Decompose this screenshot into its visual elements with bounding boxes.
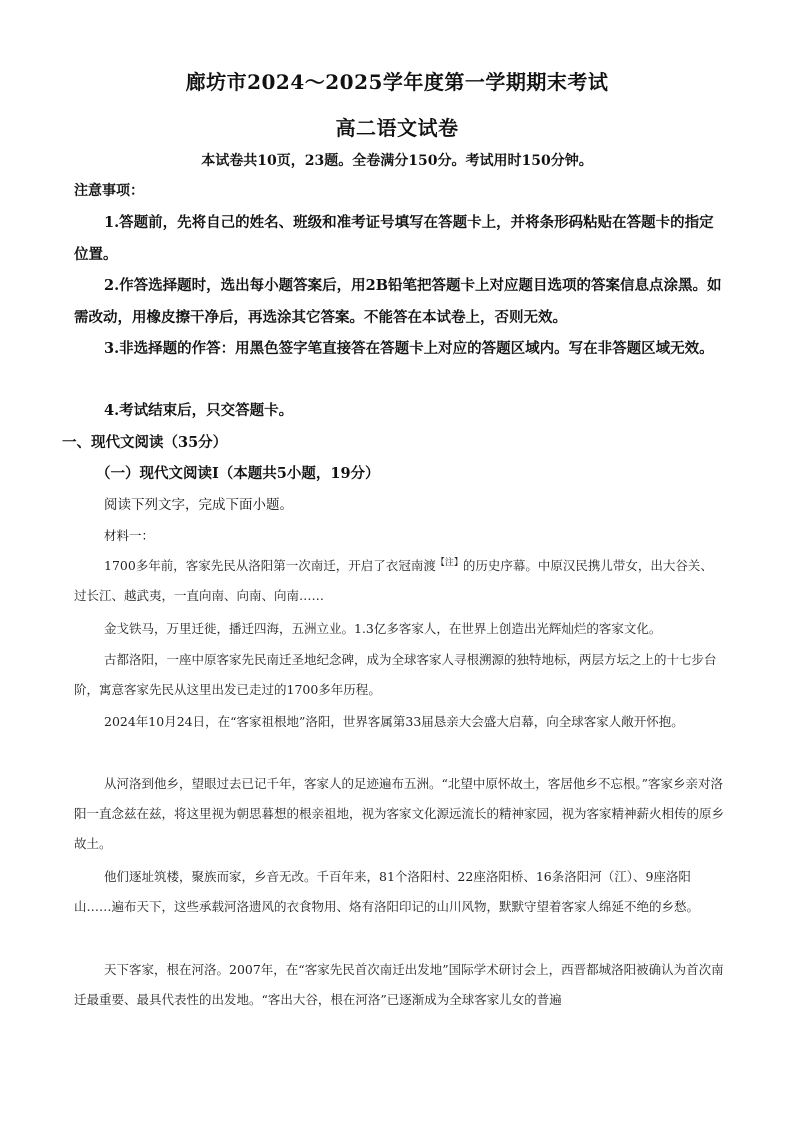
passage-paragraph: 他们逐址筑楼，聚族而家，乡音无改。千百年来，81个洛阳村、22座洛阳桥、16条洛阳河（江）、9座洛阳山……遍布天下，这些承载河洛遗风的衣食物用、烙有洛阳印记的山川风物，默默守望着客家人绵延不绝的乡愁。 bbox=[74, 869, 700, 914]
subsection-title: （一）现代文阅读Ⅰ（本题共5小题，19分） bbox=[96, 465, 380, 482]
passage-paragraph: 古都洛阳，一座中原客家先民南迁圣地纪念碑，成为全球客家人寻根溯源的独特地标，两层方坛之上的十七步台阶，寓意客家先民从这里出发已走过的1700多年历程。 bbox=[74, 652, 717, 697]
passage-paragraph bbox=[74, 551, 724, 611]
notice-item: 2.作答选择题时，选出每小题答案后，用2B铅笔把答题卡上对应题目选项的答案信息点涂黑。如需改动，用橡皮擦干净后，再选涂其它答案。不能答在本试卷上，否则无效。 bbox=[74, 277, 722, 326]
passage-paragraph: 2024年10月24日，在“客家祖根地”洛阳，世界客属第33届恳亲大会盛大启幕，向全球客家人敞开怀抱。 bbox=[104, 714, 684, 729]
material-label: 材料一： bbox=[104, 528, 155, 543]
notice-item: 4.考试结束后，只交答题卡。 bbox=[104, 402, 294, 419]
notice-heading: 注意事项： bbox=[74, 183, 144, 199]
exam-title: 廊坊市2024～2025学年度第一学期期末考试 bbox=[185, 70, 609, 94]
paper-title: 高二语文试卷 bbox=[335, 116, 459, 140]
reading-instruction: 阅读下列文字，完成下面小题。 bbox=[104, 497, 293, 513]
notice-item: 3.非选择题的作答：用黑色签字笔直接答在答题卡上对应的答题区域内。写在非答题区域无效。 bbox=[104, 340, 714, 357]
passage-paragraph: 金戈铁马，万里迁徙，播迁四海，五洲立业。1.3亿多客家人，在世界上创造出光辉灿烂的客家文化。 bbox=[104, 621, 662, 636]
exam-summary: 本试卷共10页，23题。全卷满分150分。考试用时150分钟。 bbox=[201, 153, 593, 169]
paragraph-text: 的历史序幕。中原汉民携儿带女，出大谷关、过长江、越武夷，一直向南、向南、向南…… bbox=[74, 558, 713, 603]
passage-paragraph: 从河洛到他乡，望眼过去已记千年，客家人的足迹遍布五洲。“北望中原怀故土，客居他乡不忘根。”客家乡亲对洛阳一直念兹在兹，将这里视为朝思暮想的根亲祖地，视为客家文化源远流长的精神家园，视为客家精神薪火相传的原乡故土。 bbox=[74, 776, 725, 851]
section-title: 一、现代文阅读（35分） bbox=[62, 434, 228, 451]
paragraph-text: 1700多年前，客家先民从洛阳第一次南迁，开启了衣冠南渡 bbox=[104, 558, 436, 573]
notice-item: 1.答题前，先将自己的姓名、班级和准考证号填写在答题卡上，并将条形码粘贴在答题卡的指定位置。 bbox=[74, 214, 714, 263]
passage-paragraph: 天下客家，根在河洛。2007年，在“客家先民首次南迁出发地”国际学术研讨会上，西晋都城洛阳被确认为首次南迁最重要、最具代表性的出发地。“客出大谷，根在河洛”已逐渐成为全球客家儿女的普遍 bbox=[74, 962, 724, 1007]
footnote-marker[interactable]: 【注】 bbox=[435, 557, 463, 568]
